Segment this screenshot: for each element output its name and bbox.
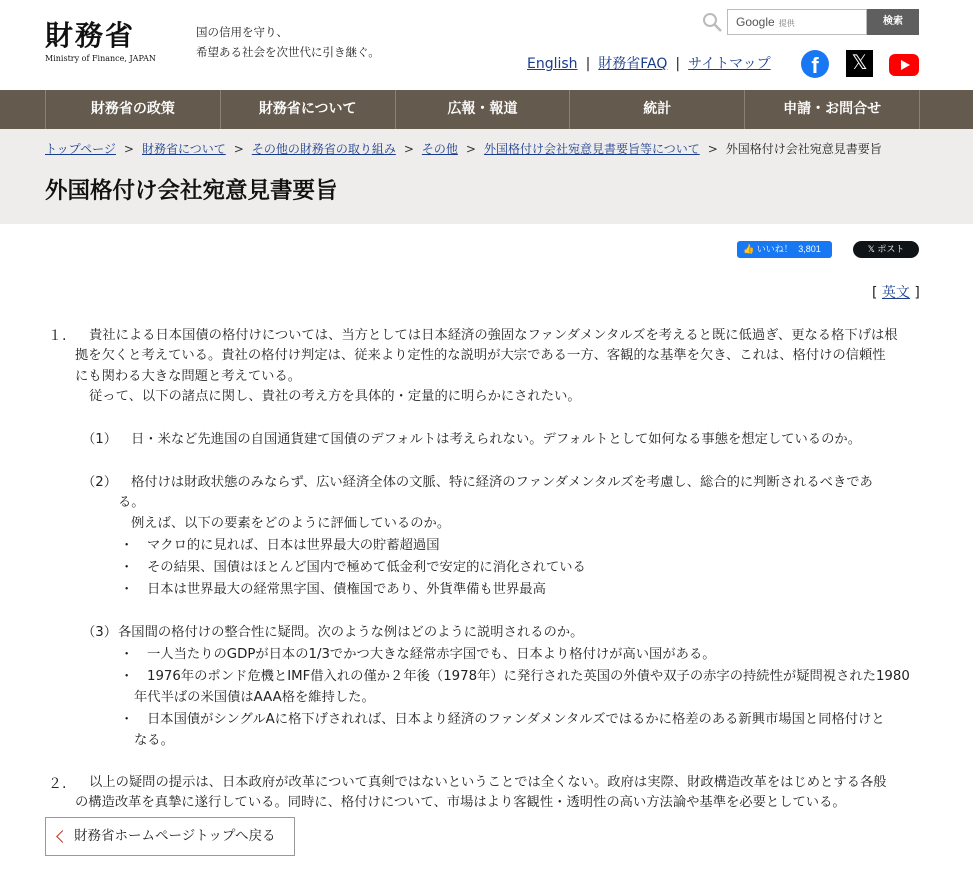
- x-post-button[interactable]: [853, 241, 919, 258]
- breadcrumb-item-other-initiatives[interactable]: その他の財務省の取り組み: [251, 142, 396, 156]
- list-item-continued: 年代半ばの米国債はAAA格を維持した。: [134, 690, 375, 705]
- tagline: [196, 22, 380, 62]
- gnav-item-contact[interactable]: 申請・お問合せ: [745, 90, 920, 129]
- gnav-item-press[interactable]: 広報・報道: [396, 90, 571, 129]
- breadcrumb-current: 外国格付け会社宛意見書要旨: [725, 142, 882, 156]
- title-band: [0, 129, 973, 224]
- fb-like-label: いいね！: [756, 244, 793, 254]
- page-title: 外国格付け会社宛意見書要旨: [45, 178, 338, 204]
- english-version-link-wrap: [ 英文 ]: [872, 285, 920, 301]
- x-post-label: ポスト: [877, 244, 905, 254]
- sub-item-2-line-3: 例えば、以下の要素をどのように評価しているのか。: [131, 516, 451, 531]
- list-item: 1976年のポンド危機とIMF借入れの僅か２年後（1978年）に発行された英国の外債や双子の赤字の持続性が疑問視された1980: [147, 669, 910, 684]
- list-item-continued: なる。: [134, 733, 174, 748]
- bullet: ・: [120, 669, 134, 684]
- logo-main-text: 財務省: [45, 19, 136, 52]
- sub-item-number: （1）: [82, 432, 118, 447]
- google-search-label: Google 提供: [736, 15, 795, 29]
- paragraph-number: １.: [48, 328, 67, 344]
- paragraph-1-line-4: 従って、以下の諸点に関し、貴社の考え方を具体的・定量的に明らかにされたい。: [89, 389, 581, 404]
- breadcrumb-item-about[interactable]: 財務省について: [141, 142, 226, 156]
- list-item: マクロ的に見れば、日本は世界最大の貯蓄超過国: [147, 538, 440, 553]
- paragraph-1-line-3: にも関わる大きな問題と考えている。: [75, 369, 302, 384]
- paragraph-2-line-2: の構造改革を真摯に遂行している。同時に、格付けについて、市場はより客観性・透明性の高い方法論や基準を必要としている。: [75, 795, 846, 810]
- bullet: ・: [120, 712, 134, 727]
- gnav-item-about[interactable]: 財務省について: [221, 90, 396, 129]
- facebook-like-button[interactable]: [737, 241, 832, 258]
- list-item: 日本は世界最大の経常黒字国、債権国であり、外貨準備も世界最高: [147, 582, 546, 597]
- sub-item-number: （2）: [82, 475, 118, 490]
- list-item: 日本国債がシングルAに格下げされれば、日本より経済のファンダメンタルズではるかに格差のある新興市場国と同格付けと: [147, 712, 885, 727]
- breadcrumb: トップページ > 財務省について > その他の財務省の取り組み > その他 > 外国格付け会社宛意見書要旨等について > 外国格付け会社宛意見書要旨: [45, 142, 882, 156]
- tagline-line-1: 国の信用を守り、: [196, 25, 288, 39]
- bullet: ・: [120, 647, 134, 662]
- sub-item-3-text: 各国間の格付けの整合性に疑問。次のような例はどのように説明されるのか。: [118, 625, 584, 640]
- paragraph-1-line-1: 貴社による日本国債の格付けについては、当方としては日本経済の強固なファンダメンタルズを考えると既に低過ぎ、更なる格下げは根: [89, 328, 898, 343]
- sub-item-2-line-2: る。: [118, 495, 145, 510]
- global-nav: [0, 90, 973, 129]
- logo-sub-text: Ministry of Finance, JAPAN: [45, 54, 156, 63]
- search-icon: [702, 12, 722, 32]
- chevron-left-icon: [56, 830, 69, 843]
- list-item: 一人当たりのGDPが日本の1/3でかつ大きな経常赤字国でも、日本より格付けが高い国がある。: [147, 647, 716, 662]
- gnav-item-statistics[interactable]: 統計: [570, 90, 745, 129]
- youtube-icon[interactable]: [889, 54, 919, 76]
- paragraph-number: ２.: [48, 776, 67, 792]
- list-item: その結果、国債はほとんど国内で極めて低金利で安定的に消化されている: [147, 560, 586, 575]
- fb-like-count: 3,801: [798, 244, 821, 254]
- thumbs-up-icon: 👍: [743, 244, 755, 254]
- bullet: ・: [120, 538, 134, 553]
- back-to-home-button[interactable]: [45, 817, 295, 856]
- search-button[interactable]: 検索: [867, 9, 919, 35]
- bullet: ・: [120, 560, 134, 575]
- tagline-line-2: 希望ある社会を次世代に引き継ぐ。: [196, 45, 380, 59]
- mof-logo[interactable]: [45, 20, 175, 63]
- sub-item-1-text: 日・米など先進国の自国通貨建て国債のデフォルトは考えられない。デフォルトとして如何なる事態を想定しているのか。: [131, 432, 861, 447]
- search-input[interactable]: [727, 9, 867, 35]
- breadcrumb-item-other[interactable]: その他: [421, 142, 458, 156]
- facebook-icon[interactable]: f: [801, 50, 829, 78]
- site-header: [0, 0, 973, 90]
- sub-item-2-line-1: 格付けは財政状態のみならず、広い経済全体の文脈、特に経済のファンダメンタルズを考慮し、総合的に判断されるべきであ: [131, 475, 873, 490]
- faq-link[interactable]: 財務省FAQ: [598, 56, 668, 72]
- english-version-link[interactable]: 英文: [881, 285, 910, 301]
- english-link[interactable]: English: [527, 56, 578, 72]
- breadcrumb-item-top[interactable]: トップページ: [45, 142, 116, 156]
- x-icon[interactable]: 𝕏: [846, 50, 873, 77]
- breadcrumb-item-opinion-summary[interactable]: 外国格付け会社宛意見書要旨等について: [483, 142, 700, 156]
- back-to-home-label: 財務省ホームページトップへ戻る: [74, 828, 276, 844]
- paragraph-1-line-2: 拠を欠くと考えている。貴社の格付け判定は、従来より定性的な説明が大宗である一方、客観的な基準を欠き、これは、格付けの信頼性: [75, 348, 886, 363]
- utility-links: English | 財務省FAQ | サイトマップ: [527, 56, 771, 72]
- x-logo-icon: 𝕏: [867, 244, 875, 254]
- bullet: ・: [120, 582, 134, 597]
- sitemap-link[interactable]: サイトマップ: [688, 56, 771, 72]
- sub-item-number: （3）: [82, 625, 118, 640]
- gnav-item-policy[interactable]: 財務省の政策: [46, 90, 221, 129]
- paragraph-2-line-1: 以上の疑問の提示は、日本政府が改革について真剣ではないということでは全くない。政府は実際、財政構造改革をはじめとする各般: [89, 775, 887, 790]
